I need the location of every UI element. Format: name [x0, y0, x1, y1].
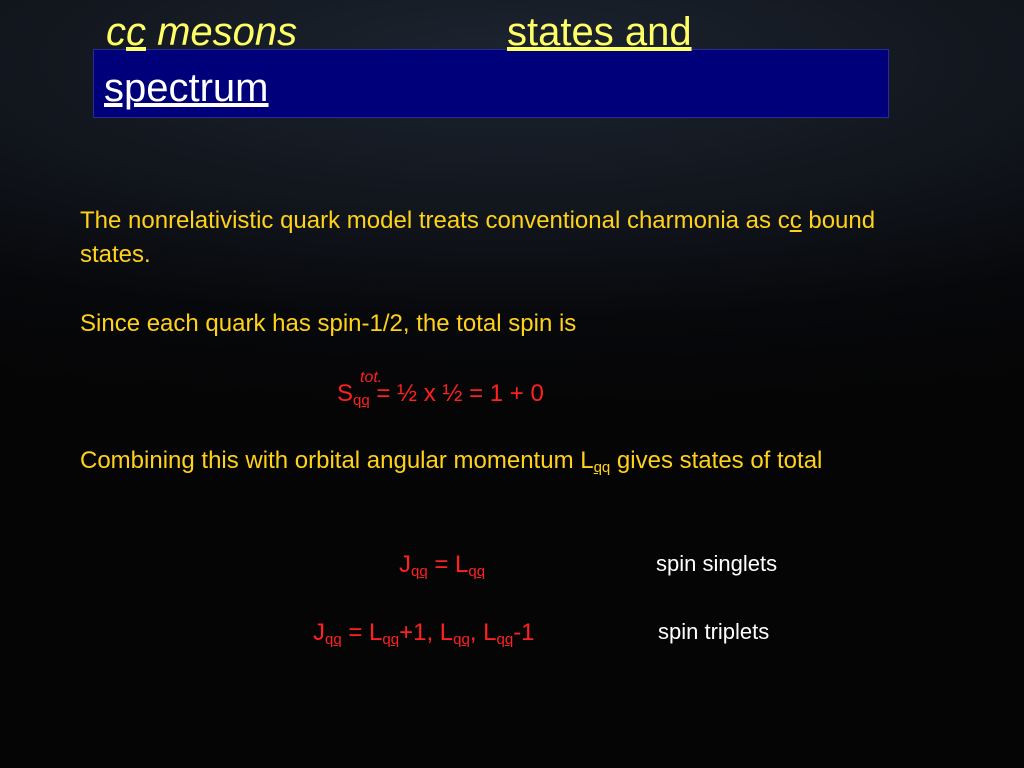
triplet-sub-4: [497, 631, 514, 648]
equation-singlet: [399, 550, 485, 587]
singlet-sub-2: [468, 563, 485, 580]
title-cc-mesons: [106, 10, 297, 54]
p1-text-b: bound states.: [80, 207, 876, 268]
paragraph-orbital: [80, 444, 880, 485]
paragraph-spin: Since each quark has spin-1/2, the total spin is: [80, 310, 577, 337]
p1-cbar: c: [789, 207, 802, 234]
triplet-sub-3: [453, 631, 470, 648]
equation-triplet: [313, 618, 535, 655]
title-cbar: c: [126, 10, 146, 54]
sub-q: q: [601, 459, 611, 476]
sub-qbar: q: [390, 631, 400, 648]
sub-qbar: q: [593, 459, 602, 476]
title-states-and: states and: [507, 10, 692, 54]
title-spectrum: spectrum: [104, 66, 269, 110]
sub-qbar: q: [333, 631, 342, 648]
p1-text-a: The nonrelativistic quark model treats conventional charmonia as c: [80, 207, 790, 234]
sub-q: q: [353, 392, 362, 409]
triplet-sub-1: [325, 631, 342, 648]
sub-q: q: [468, 563, 477, 580]
paragraph-quark-model: [80, 204, 880, 272]
spin-rhs: = ½ x ½ = 1 + 0: [369, 380, 544, 407]
triplet-eq: = L: [341, 619, 383, 646]
sub-q: q: [453, 631, 462, 648]
sub-qbar: q: [461, 631, 470, 648]
title-mesons: mesons: [146, 10, 298, 54]
triplet-J: J: [313, 619, 325, 646]
singlet-eq: = L: [427, 551, 469, 578]
singlet-J: J: [399, 551, 411, 578]
sub-qbar: q: [419, 563, 428, 580]
spin-symbol: S: [337, 380, 354, 407]
spin-superscript: tot.: [360, 369, 383, 386]
triplet-minus1: -1: [513, 619, 535, 646]
sub-q: q: [496, 631, 505, 648]
p3-text-a: Combining this with orbital angular momentum L: [80, 447, 594, 474]
sub-q: q: [411, 563, 420, 580]
p3-subscript: [594, 459, 611, 476]
triplet-comma: , L: [469, 619, 497, 646]
sub-q: q: [382, 631, 391, 648]
spin-subscript: [353, 392, 370, 409]
singlet-sub-1: [411, 563, 428, 580]
title-c: c: [106, 10, 126, 54]
note-spin-singlets: spin singlets: [656, 551, 778, 576]
note-spin-triplets: spin triplets: [658, 619, 770, 644]
equation-total-spin: [337, 369, 544, 416]
sub-qbar: q: [476, 563, 486, 580]
sub-qbar: q: [504, 631, 514, 648]
sub-qbar: q: [361, 392, 370, 409]
triplet-sub-2: [382, 631, 399, 648]
sub-q: q: [325, 631, 334, 648]
triplet-plus1: +1, L: [399, 619, 454, 646]
p3-text-b: gives states of total: [610, 447, 823, 474]
